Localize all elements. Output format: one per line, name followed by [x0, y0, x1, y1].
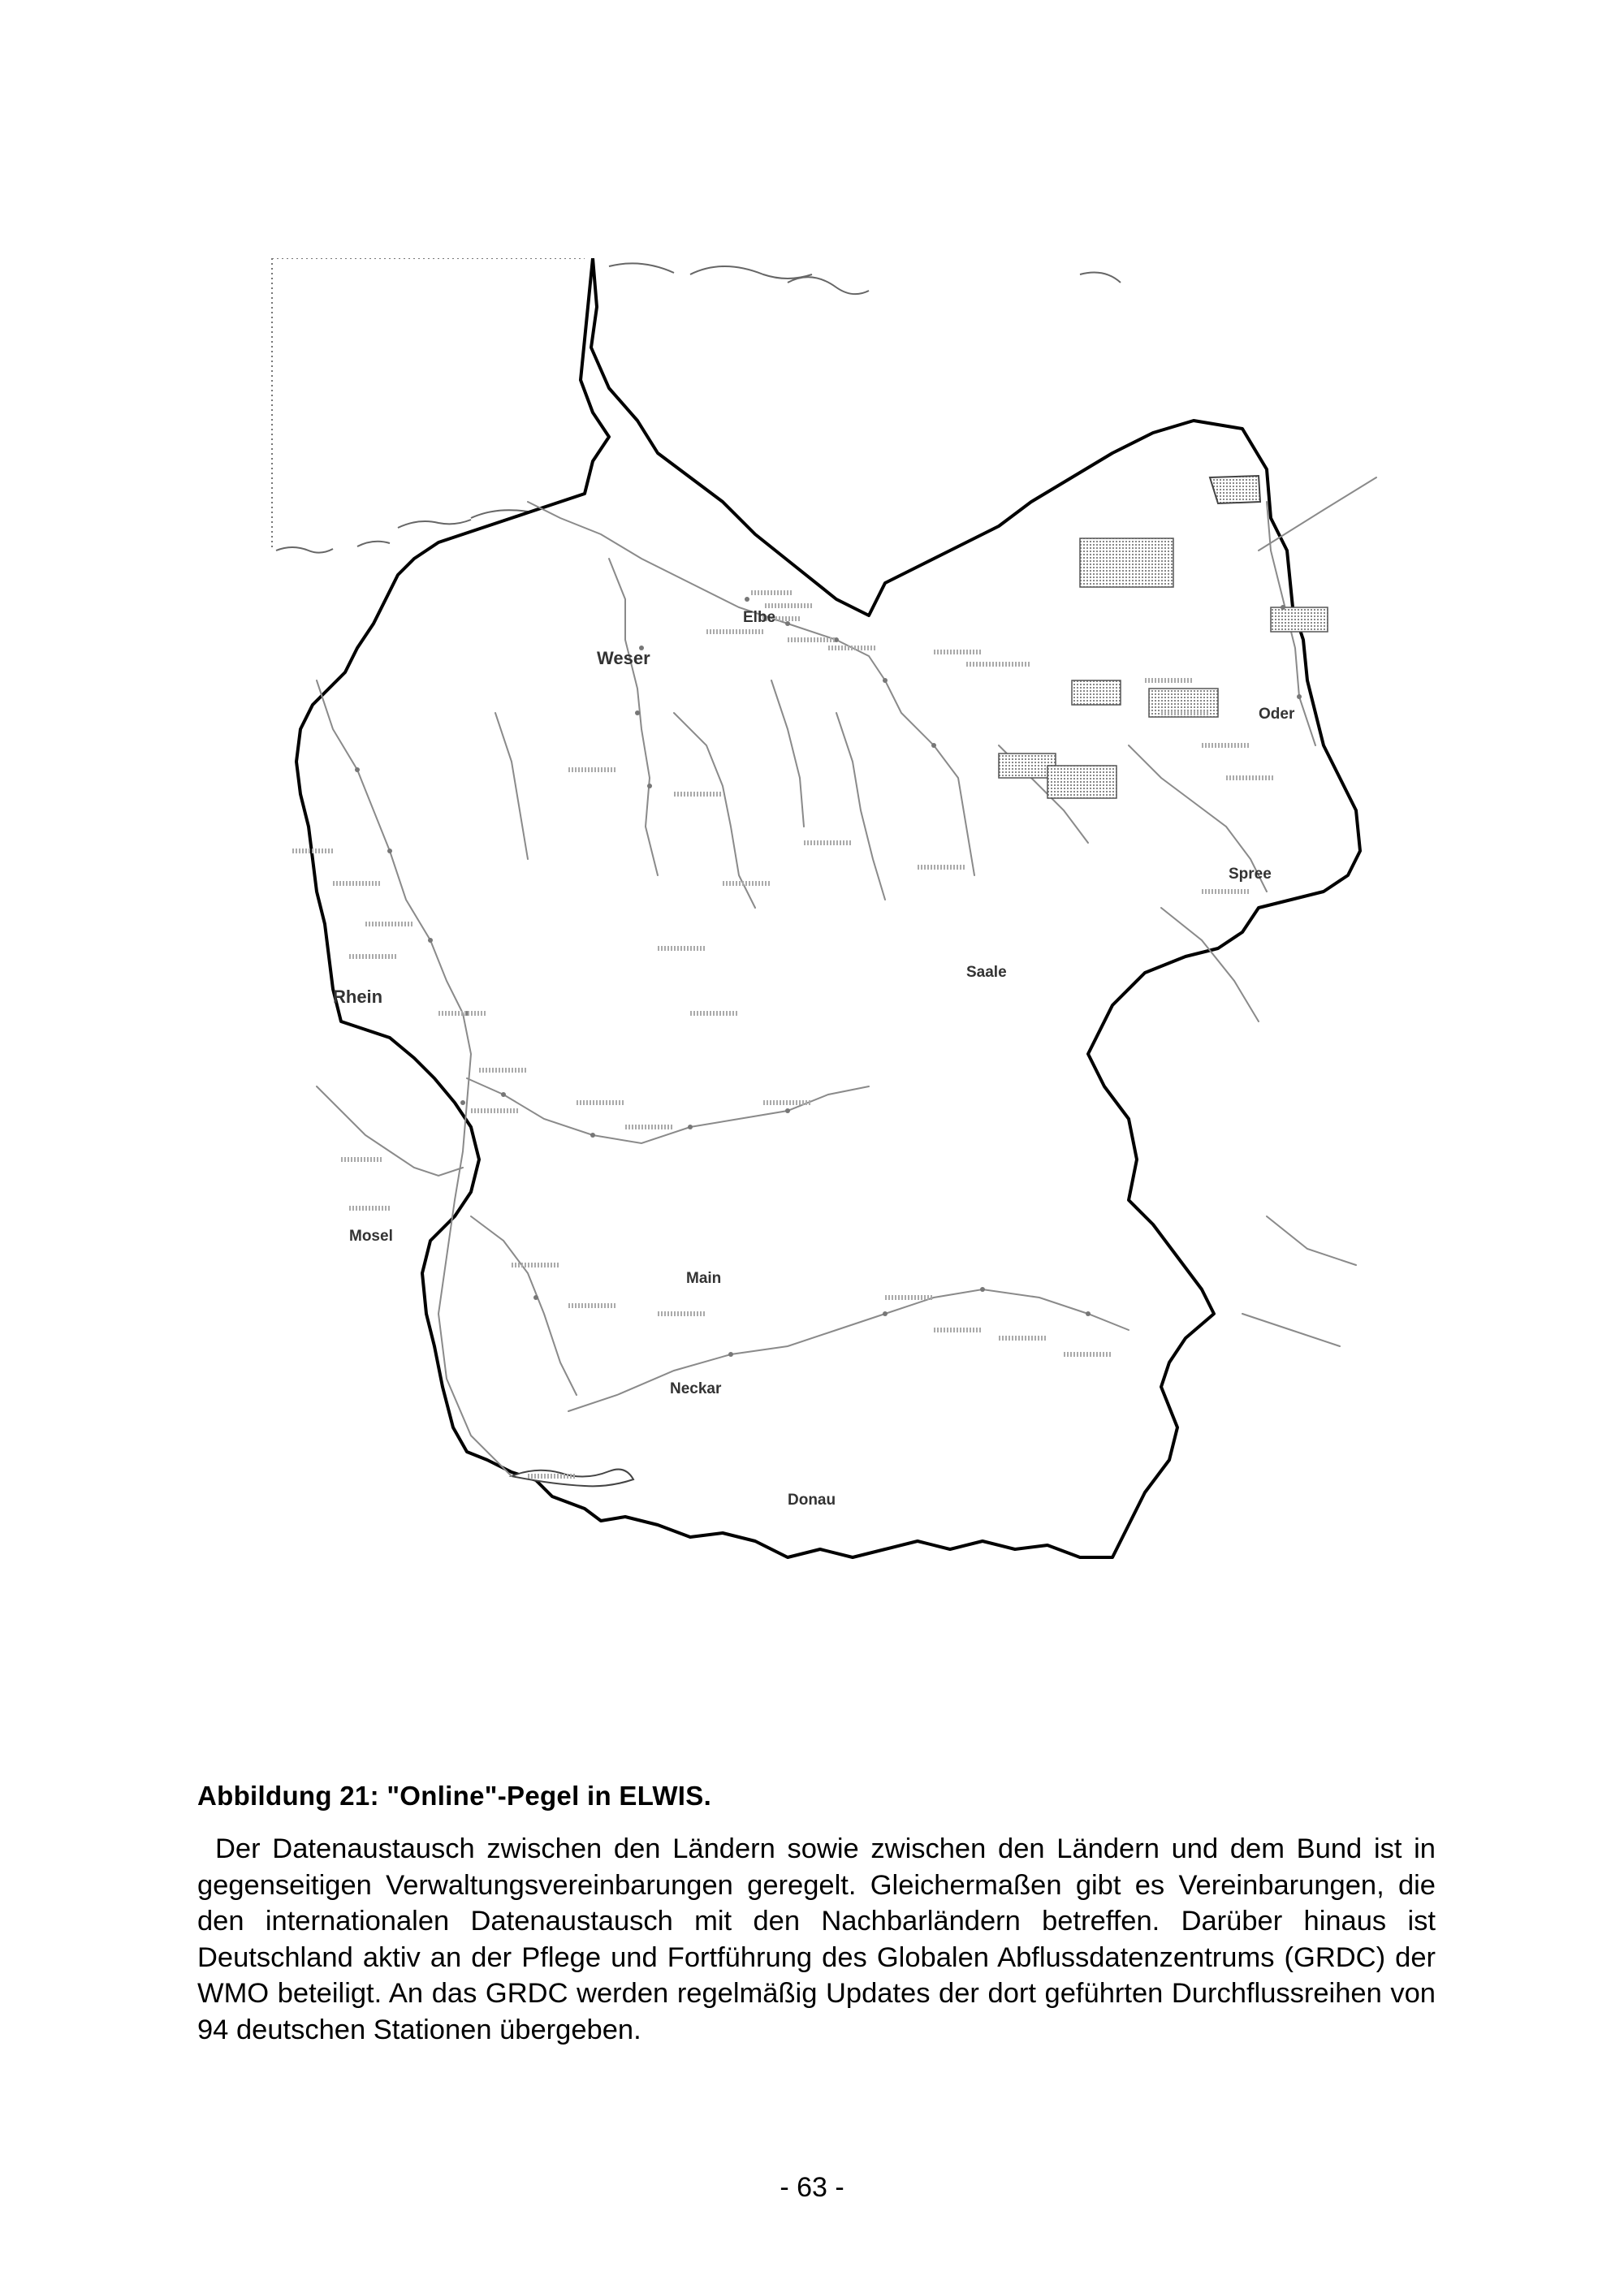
body-text — [197, 1831, 1436, 2048]
figure-caption: Abbildung 21: "Online"-Pegel in ELWIS. — [197, 1781, 712, 1811]
river-label-neckar: Neckar — [670, 1380, 722, 1397]
germany-gauge-map — [268, 258, 1380, 1736]
river-label-elbe: Elbe — [743, 609, 776, 626]
river-label-saale: Saale — [966, 964, 1007, 981]
germany-border — [296, 258, 1360, 1557]
river-label-rhein: Rhein — [333, 987, 383, 1007]
river-label-donau: Donau — [788, 1492, 836, 1509]
body-paragraph: Der Datenaustausch zwischen den Ländern sowie zwischen den Ländern und dem Bund ist in gegenseitigen Verwaltungsvereinbarungen geregelt. Gleichermaßen gibt es Vereinbarungen, die den internationalen Datenaustausch mit den Nachbarländern betreffen. Darüber hinaus ist Deutschland aktiv an der Pflege und Fortführung des Globalen Abflussdatenzentrums (GRDC) der WMO beteiligt. An das GRDC werden regelmäßig Updates der dort geführten Durchflussreihen von 94 deutschen Stationen übergeben. — [197, 1833, 1436, 2045]
river-label-weser: Weser — [597, 648, 650, 668]
river-label-spree: Spree — [1229, 866, 1272, 883]
map-svg — [268, 258, 1380, 1736]
river-label-mosel: Mosel — [349, 1228, 393, 1245]
page-number: - 63 - — [780, 2172, 844, 2203]
szczecin-lagoon — [1210, 476, 1260, 503]
river-mosel — [317, 1086, 463, 1176]
river-label-oder: Oder — [1259, 706, 1295, 723]
river-label-main: Main — [686, 1270, 722, 1287]
